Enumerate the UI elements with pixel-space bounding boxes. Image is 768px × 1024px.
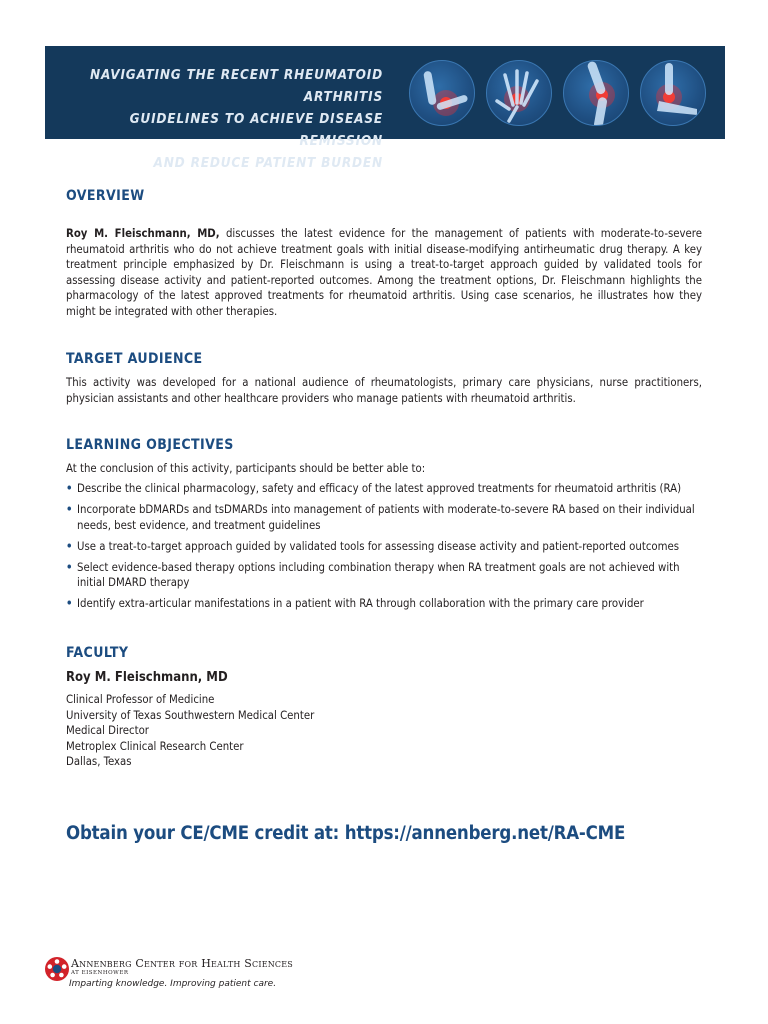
objective-text: Incorporate bDMARDs and tsDMARDs into management of patients with moderate-to-severe RA based on their individual needs, best evidence, and treatment guidelines — [77, 502, 695, 532]
objective-text: Use a treat-to-target approach guided by validated tools for assessing disease activity and patient-reported outcomes — [77, 539, 680, 553]
list-item — [66, 539, 706, 555]
bullet-icon: • — [66, 502, 73, 516]
target-audience-heading: TARGET AUDIENCE — [66, 351, 203, 367]
faculty-name: Roy M. Fleischmann, MD — [66, 670, 228, 685]
target-audience-paragraph: This activity was developed for a national audience of rheumatologists, primary care physicians, nurse practitioners, physician assistants and other healthcare providers who manage patients with rheumatoid arthritis. — [66, 376, 702, 405]
objective-text: Select evidence-based therapy options including combination therapy when RA treatment goals are not achieved with initial DMARD therapy — [77, 560, 680, 590]
elbow-joint-icon — [409, 60, 475, 126]
overview-text: discusses the latest evidence for the management of patients with moderate-to-severe rheumatoid arthritis who do not achieve treatment goals with initial disease-modifying antirheumatic drug therapy. A key treatment principle emphasized by Dr. Fleischmann is using a treat-to-target approach guided by validated tools for assessing disease activity and patient-reported outcomes. Among the treatment options, Dr. Fleischmann highlights the pharmacology of the latest approved treatments for rheumatoid arthritis. Using case scenarios, he illustrates how they might be integrated with other therapies. — [66, 227, 702, 318]
overview-heading: OVERVIEW — [66, 188, 145, 204]
learning-objectives-intro: At the conclusion of this activity, participants should be better able to: — [66, 462, 426, 475]
learning-objectives-list — [66, 481, 706, 617]
overview-author: Roy M. Fleischmann, MD, — [66, 227, 220, 240]
objective-text: Describe the clinical pharmacology, safety and efficacy of the latest approved treatments for rheumatoid arthritis (RA) — [77, 482, 682, 495]
banner-title-line: GUIDELINES TO ACHIEVE DISEASE REMISSION — [129, 111, 383, 149]
footer-org-subtitle: AT EISENHOWER — [71, 970, 129, 976]
faculty-line: Medical Director — [66, 724, 149, 737]
banner-title-line: NAVIGATING THE RECENT RHEUMATOID ARTHRITIS — [90, 67, 383, 105]
faculty-heading: FACULTY — [66, 645, 129, 661]
bullet-icon: • — [66, 597, 73, 611]
banner-title-line: AND REDUCE PATIENT BURDEN — [153, 155, 383, 171]
list-item — [66, 502, 706, 533]
bullet-icon: • — [66, 539, 73, 553]
faculty-line: Dallas, Texas — [66, 755, 132, 768]
faculty-line: Clinical Professor of Medicine — [66, 693, 215, 706]
faculty-line: University of Texas Southwestern Medical Center — [66, 708, 315, 722]
cme-credit-link[interactable]: Obtain your CE/CME credit at: https://annenberg.net/RA-CME — [66, 823, 626, 844]
bullet-icon: • — [66, 482, 73, 495]
footer-tagline: Imparting knowledge. Improving patient care. — [69, 979, 277, 989]
list-item — [66, 560, 706, 591]
footer-org-name: Annenberg Center for Health Sciences — [71, 957, 293, 970]
annenberg-star-logo — [44, 956, 70, 982]
faculty-line: Metroplex Clinical Research Center — [66, 739, 244, 753]
knee-joint-icon — [563, 60, 629, 126]
header-banner — [45, 46, 725, 171]
faculty-details — [66, 692, 314, 770]
learning-objectives-heading: LEARNING OBJECTIVES — [66, 437, 234, 453]
ankle-joint-icon — [640, 60, 706, 126]
bullet-icon: • — [66, 560, 73, 574]
list-item — [66, 481, 706, 497]
banner-title — [63, 64, 383, 174]
list-item — [66, 596, 706, 612]
objective-text: Identify extra-articular manifestations in a patient with RA through collaboration with the primary care provider — [77, 597, 644, 611]
hand-joint-icon — [486, 60, 552, 126]
overview-paragraph — [66, 226, 702, 320]
